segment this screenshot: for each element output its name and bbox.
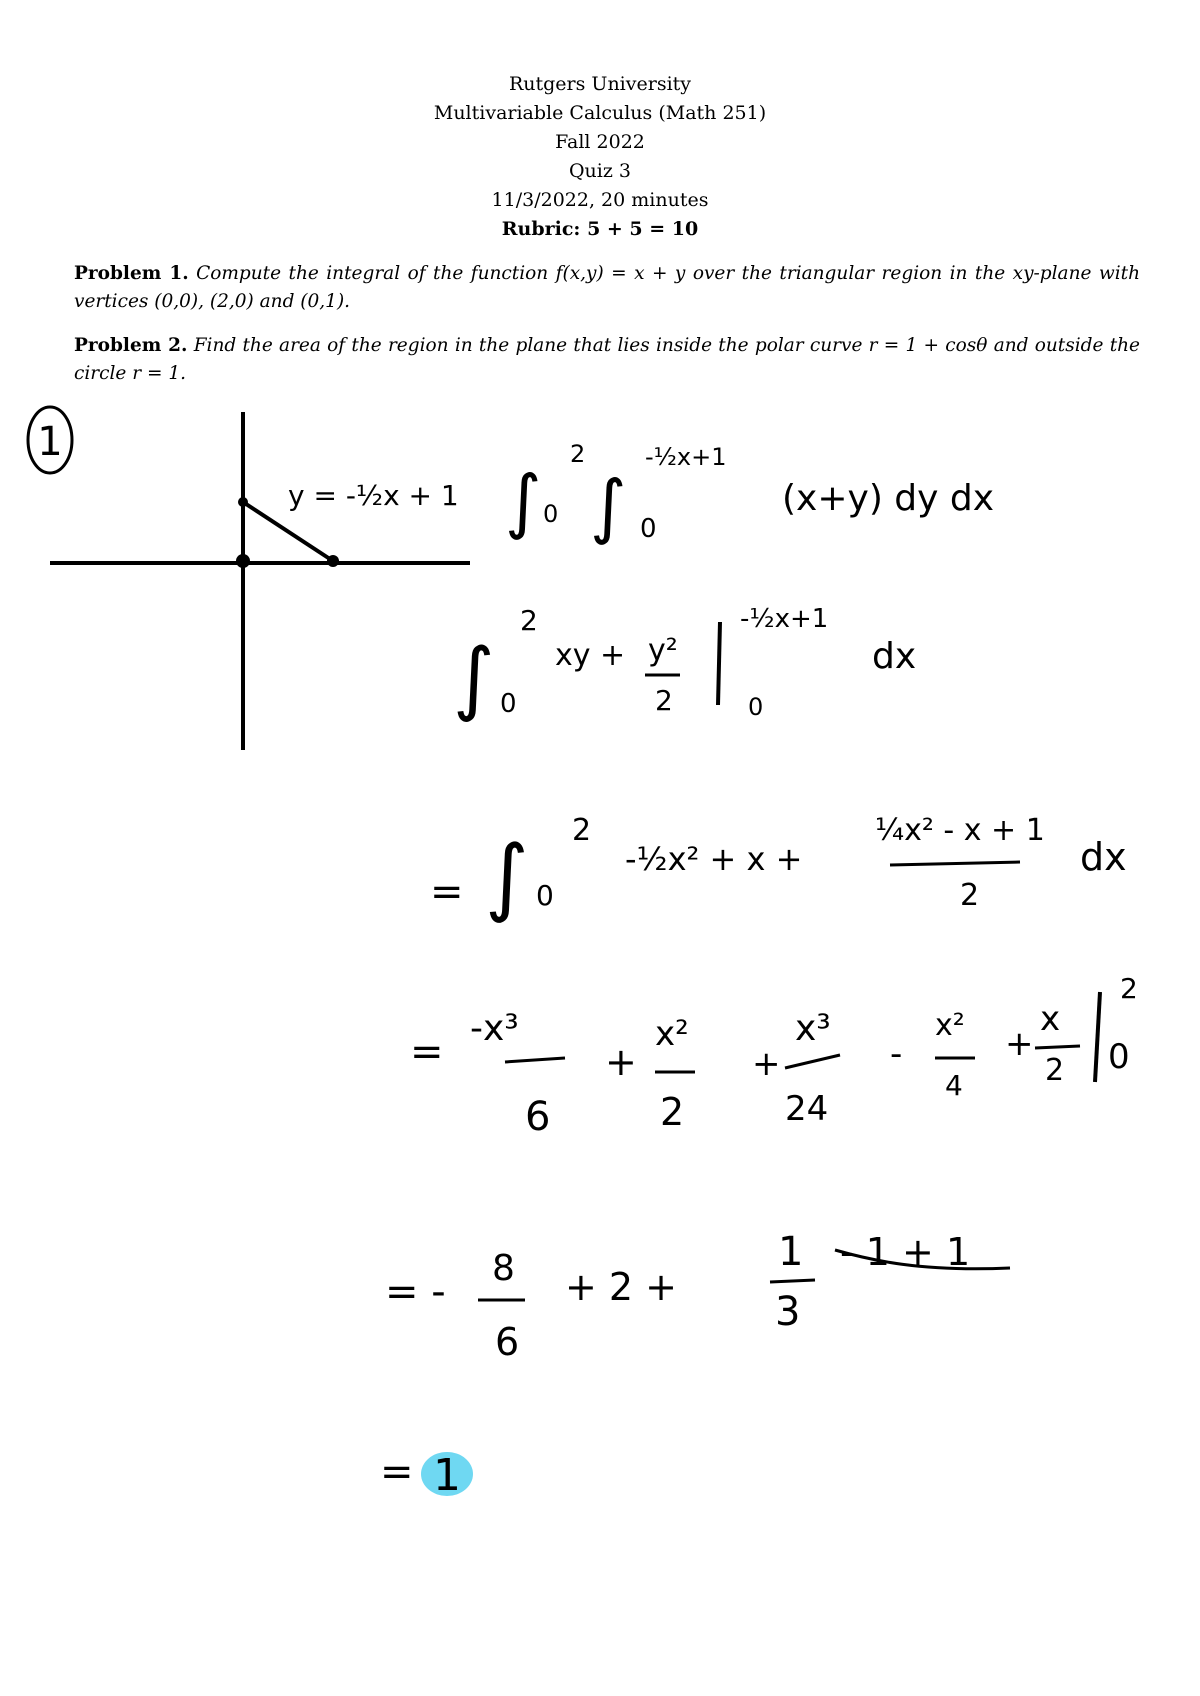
line-label: y = -½x + 1 (288, 479, 459, 512)
evaluation-bar (1095, 992, 1100, 1082)
integrand: (x+y) dy dx (782, 478, 995, 519)
triangle-sketch (50, 412, 470, 750)
outer-upper-limit: 2 (570, 440, 586, 468)
fraction2-numerator: 1 (778, 1229, 804, 1275)
integral-sign-inner: ∫ (590, 465, 627, 547)
term2-denominator: 2 (660, 1090, 685, 1134)
vertex-2-0 (327, 555, 339, 567)
problem-1-text: Compute the integral of the function f(x,y) = x + y over the triangular region in the xy-plane with vertices (0,0), (2,0) and (0,1). (74, 263, 1140, 312)
equals-sign: = (430, 869, 464, 915)
term4-numerator: x² (935, 1008, 965, 1043)
equals-sign: = (380, 1449, 414, 1495)
plus-2: + (752, 1044, 781, 1084)
eval-upper: 2 (1120, 972, 1138, 1005)
term1-denominator: 6 (525, 1094, 551, 1140)
university-name: Rutgers University (508, 73, 692, 95)
term3-numerator: x³ (795, 1008, 831, 1049)
step-5 (385, 1229, 1010, 1364)
integral-sign: ∫ (453, 631, 495, 724)
eval-lower: 0 (748, 693, 764, 721)
middle-terms: + 2 + (565, 1265, 678, 1309)
outer-lower-limit: 0 (543, 500, 559, 528)
equals-sign: = (410, 1029, 444, 1075)
step-1-double-integral (505, 440, 994, 547)
term1-numerator: -x³ (470, 1008, 519, 1049)
eval-upper: -½x+1 (740, 604, 829, 634)
fraction-denominator: 2 (655, 684, 673, 717)
expression: -½x² + x + (625, 840, 803, 878)
integral-sign-outer: ∫ (505, 460, 542, 542)
problem-2-label: Problem 2. (74, 335, 188, 356)
lower-limit: 0 (536, 879, 554, 912)
inner-upper-limit: -½x+1 (645, 443, 727, 471)
fraction-numerator: 8 (492, 1248, 515, 1289)
vertex-0-1 (238, 497, 248, 507)
fraction-denominator: 6 (495, 1320, 520, 1364)
integral-sign: ∫ (485, 827, 529, 925)
eval-lower: 0 (1108, 1037, 1130, 1077)
evaluation-bar (718, 622, 720, 705)
course-title: Multivariable Calculus (Math 251) (433, 102, 767, 124)
marker-number: 1 (37, 419, 63, 465)
term2-numerator: x² (655, 1014, 689, 1054)
term5-denominator: 2 (1045, 1053, 1065, 1088)
term3-denominator: 24 (785, 1089, 829, 1129)
inner-lower-limit: 0 (640, 514, 657, 544)
circled-marker (28, 407, 72, 473)
term5-numerator: x (1040, 999, 1061, 1039)
rubric: Rubric: 5 + 5 = 10 (501, 218, 699, 240)
minus-sign: - (890, 1034, 903, 1074)
step-2 (453, 604, 916, 724)
fraction2-denominator: 3 (775, 1289, 801, 1335)
upper-limit: 2 (520, 604, 538, 637)
term: Fall 2022 (555, 131, 645, 153)
step-3 (430, 813, 1127, 925)
equals-minus: = - (385, 1269, 446, 1315)
expression: xy + (555, 638, 626, 673)
quiz-date-time: 11/3/2022, 20 minutes (491, 189, 709, 211)
fraction2-bar (770, 1280, 815, 1282)
fraction-numerator: ¼x² - x + 1 (875, 813, 1045, 848)
plus-3: + (1005, 1024, 1034, 1064)
fraction-denominator: 2 (960, 878, 980, 913)
fraction-numerator: y² (648, 633, 678, 668)
differential: dx (872, 636, 917, 677)
crossed-out-terms: - 1 + 1 (840, 1230, 971, 1274)
term5-bar (1035, 1046, 1080, 1048)
step-4 (410, 972, 1138, 1140)
plus-1: + (605, 1040, 637, 1084)
differential: dx (1080, 835, 1127, 879)
answer-value: 1 (433, 1450, 461, 1501)
problem-2-text: Find the area of the region in the plane that lies inside the polar curve r = 1 + cosθ and outside the circle r = 1. (74, 335, 1140, 384)
term4-denominator: 4 (945, 1069, 963, 1102)
term3-bar (785, 1055, 840, 1068)
lower-limit: 0 (500, 689, 517, 719)
upper-limit: 2 (572, 813, 592, 848)
fraction-bar (890, 862, 1020, 865)
quiz-number: Quiz 3 (568, 160, 632, 182)
term1-bar (505, 1058, 565, 1062)
final-answer (380, 1449, 473, 1501)
problem-1-label: Problem 1. (74, 263, 189, 284)
vertex-origin (236, 554, 250, 568)
